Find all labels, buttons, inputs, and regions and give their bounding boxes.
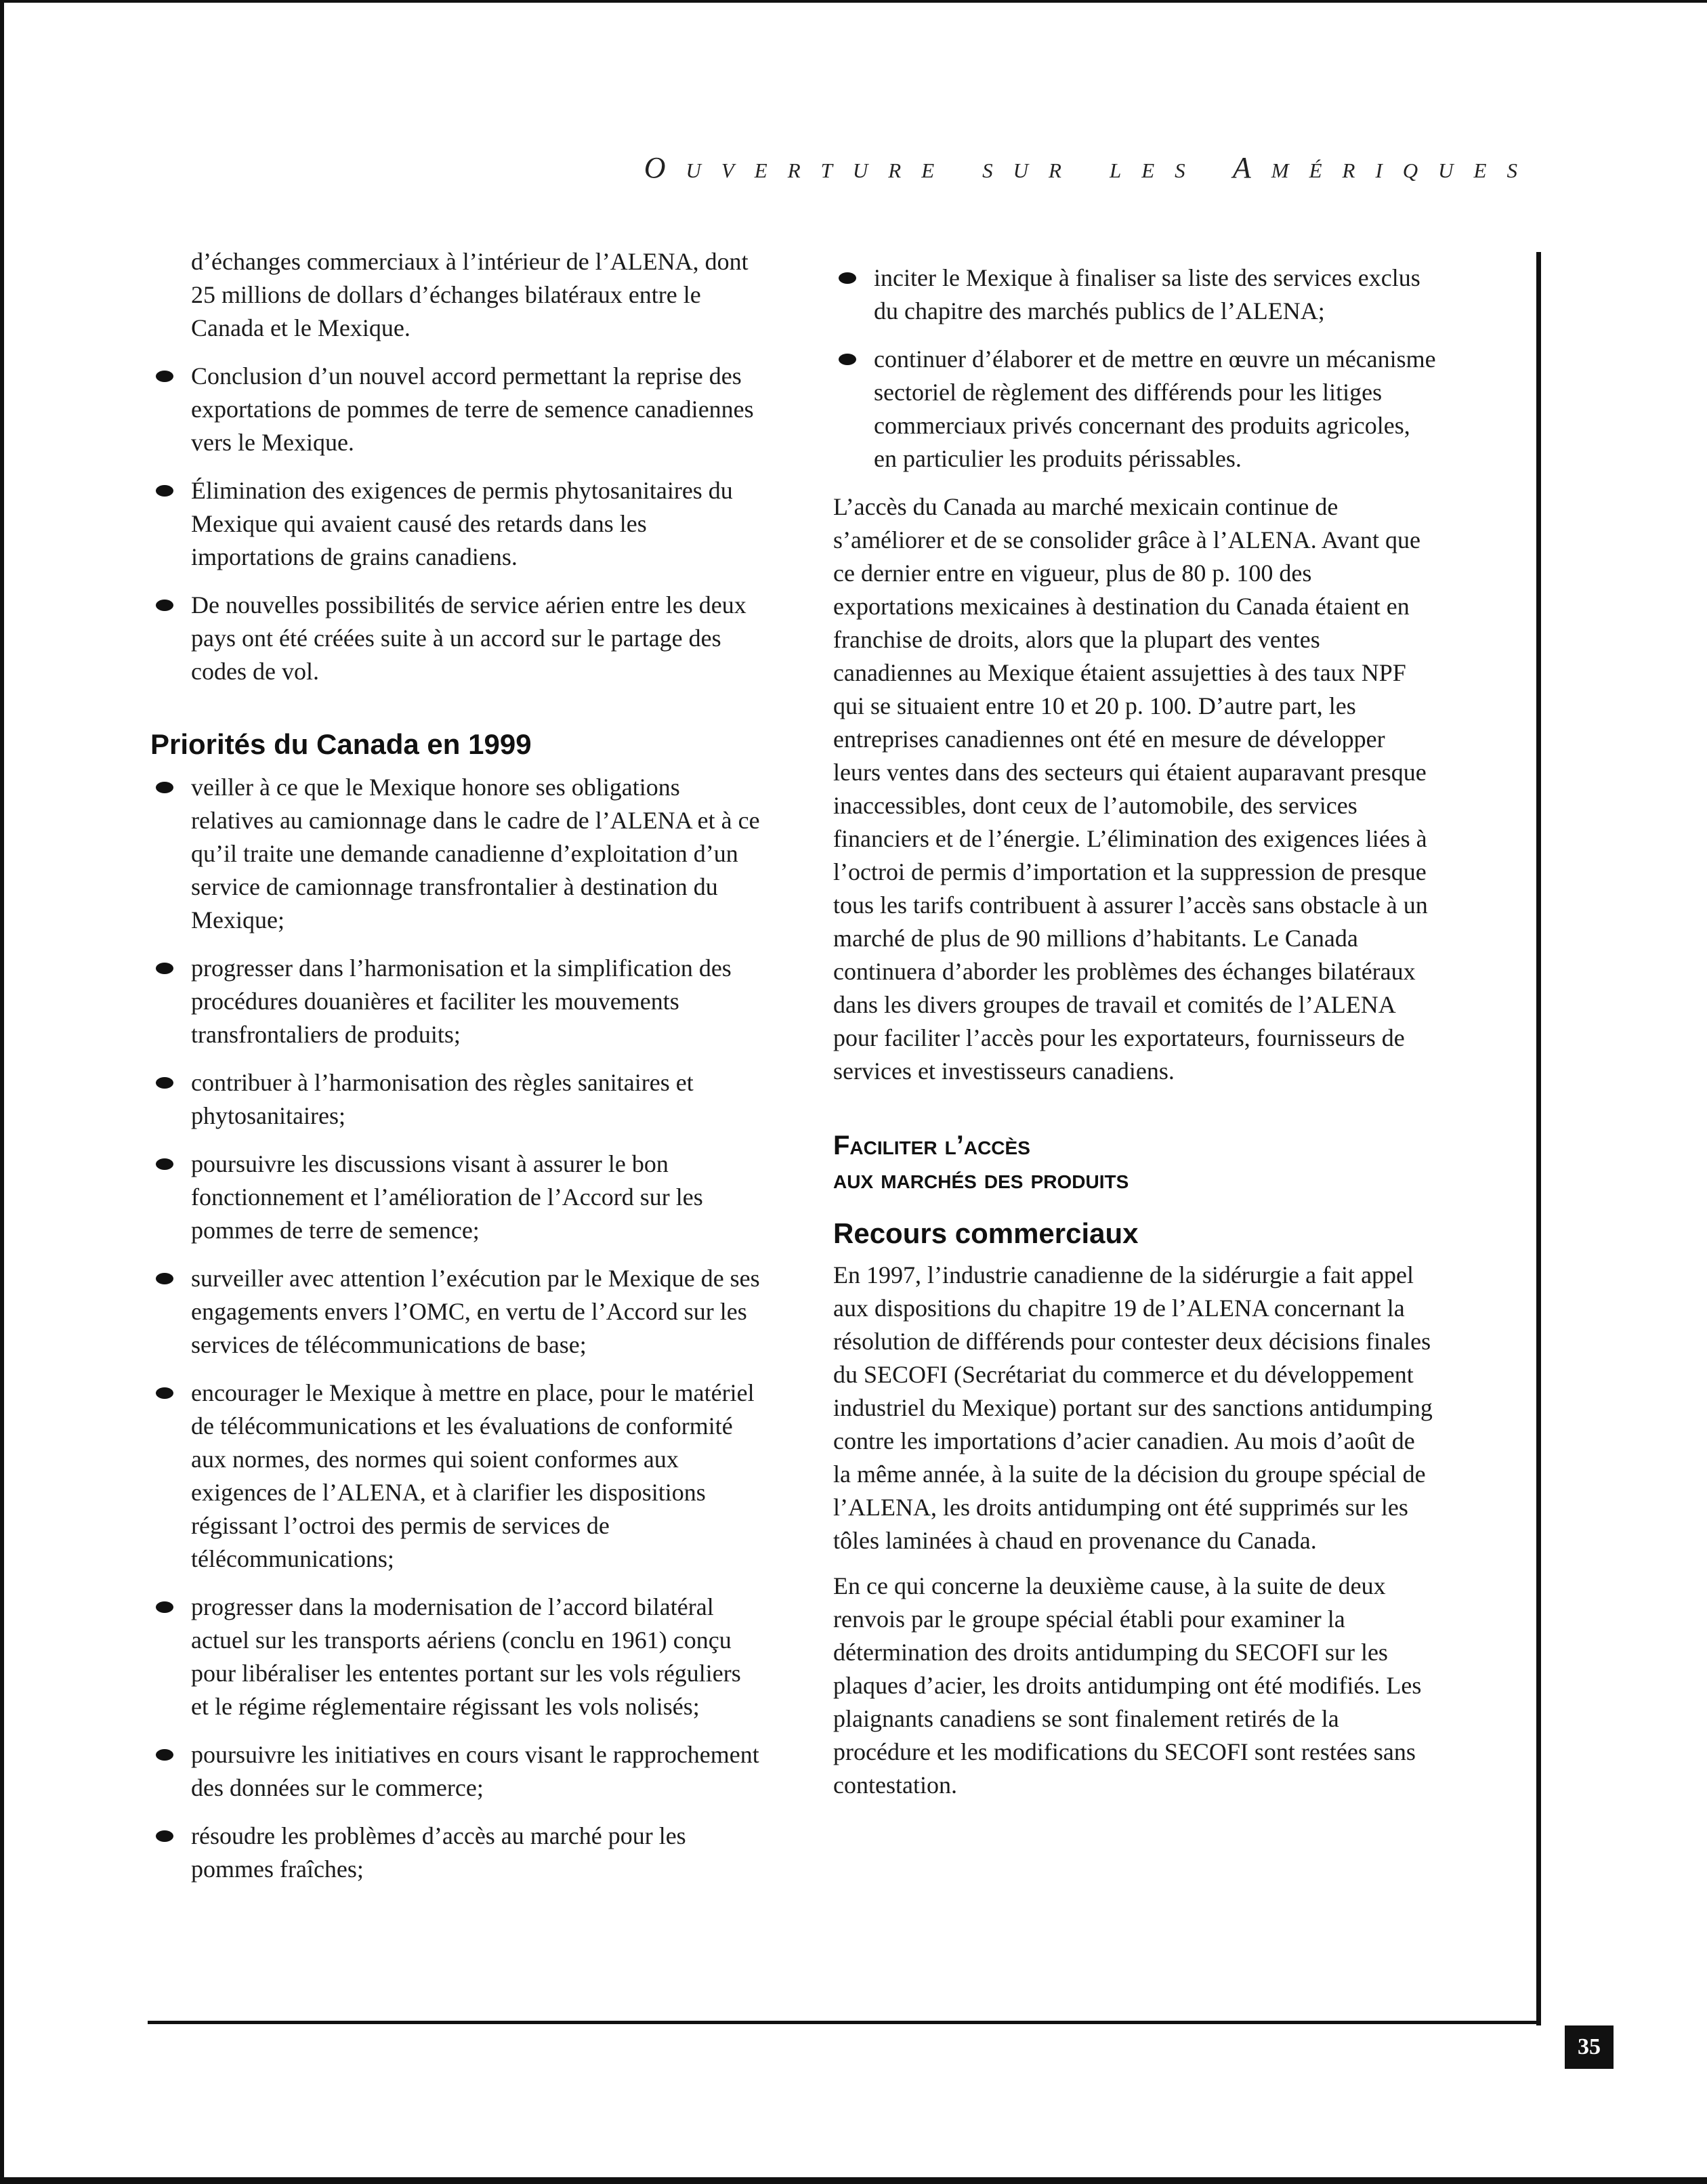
list-item: résoudre les problèmes d’accès au marché pour les pommes fraîches; xyxy=(150,1820,760,1886)
trade-remedies-heading: Recours commerciaux xyxy=(833,1217,1139,1249)
footer-rule xyxy=(148,2021,1541,2024)
section-heading xyxy=(833,1129,1436,1196)
page-number: 35 xyxy=(1565,2025,1614,2069)
scan-border-top xyxy=(0,0,1707,3)
list-item: poursuivre les discussions visant à assurer le bon fonctionnement et l’amélioration de l’Accord sur les pommes de terre de semence; xyxy=(150,1148,760,1247)
left-column xyxy=(150,245,760,1901)
achievements-list xyxy=(150,360,760,688)
list-item: inciter le Mexique à finaliser sa liste des services exclus du chapitre des marchés publics de l’ALENA; xyxy=(833,261,1436,328)
bullet-icon xyxy=(156,1830,173,1842)
bullet-icon xyxy=(156,1387,173,1399)
bullet-icon xyxy=(156,1273,173,1284)
scan-border-left xyxy=(0,0,4,2184)
intro-continuation: d’échanges commerciaux à l’intérieur de l’ALENA, dont 25 millions de dollars d’échanges bilatéraux entre le Canada et le Mexique. xyxy=(191,248,749,341)
section-heading-line2: aux marchés des produits xyxy=(833,1164,1129,1194)
bullet-icon xyxy=(156,963,173,974)
right-column xyxy=(833,261,1436,1814)
list-item: Conclusion d’un nouvel accord permettant la reprise des exportations de pommes de terre de semence canadiennes vers le Mexique. xyxy=(150,360,760,459)
bullet-icon xyxy=(156,371,173,382)
bullet-icon xyxy=(156,600,173,611)
section-heading-line1: Faciliter l’accès xyxy=(833,1131,1030,1160)
trade-remedies-paragraph-1: En 1997, l’industrie canadienne de la sidérurgie a fait appel aux dispositions du chapitre 19 de l’ALENA concernant la résolution de différends pour contester deux décisions finales du SECOFI (Secrétariat du commerce et du développement industriel du Mexique) portant sur des sanctions antidumping contre les importations d’acier canadien. Au mois d’août de la même année, à la suite de la décision du groupe spécial de l’ALENA, les droits antidumping ont été supprimés sur les tôles laminées à chaud en provenance du Canada. xyxy=(833,1261,1433,1554)
bullet-icon xyxy=(156,782,173,793)
bullet-icon xyxy=(156,1077,173,1089)
bullet-icon xyxy=(156,1601,173,1613)
priorities-list-continued xyxy=(833,261,1436,476)
list-item: veiller à ce que le Mexique honore ses obligations relatives au camionnage dans le cadre de l’ALENA et à ce qu’il traite une demande canadienne d’exploitation d’un service de camionnage transfrontalier à destination du Mexique; xyxy=(150,771,760,937)
list-item: contribuer à l’harmonisation des règles sanitaires et phytosanitaires; xyxy=(150,1066,760,1133)
list-item: progresser dans la modernisation de l’accord bilatéral actuel sur les transports aériens (conclu en 1961) conçu pour libéraliser les ententes portant sur les vols réguliers et le régime réglementaire régissant les vols nolisés; xyxy=(150,1591,760,1723)
column-rule-vertical xyxy=(1536,252,1541,2025)
bullet-icon xyxy=(156,485,173,497)
scan-border-bottom xyxy=(0,2177,1707,2184)
priorities-list xyxy=(150,771,760,1886)
list-item: continuer d’élaborer et de mettre en œuvre un mécanisme sectoriel de règlement des différends pour les litiges commerciaux privés concernant des produits agricoles, en particulier les produits périssables. xyxy=(833,343,1436,476)
trade-remedies-paragraph-2: En ce qui concerne la deuxième cause, à la suite de deux renvois par le groupe spécial établi pour examiner la détermination des droits antidumping du SECOFI sur les plaques d’acier, les droits antidumping ont été modifiés. Les plaignants canadiens se sont finalement retirés de la procédure et les modifications du SECOFI sont restées sans contestation. xyxy=(833,1572,1422,1799)
bullet-icon xyxy=(839,354,856,365)
list-item: encourager le Mexique à mettre en place, pour le matériel de télécommunications et les évaluations de conformité aux normes, des normes qui soient conformes aux exigences de l’ALENA, et à clarifier les dispositions régissant l’octroi des permis de services de télécommunications; xyxy=(150,1377,760,1576)
list-item: surveiller avec attention l’exécution par le Mexique de ses engagements envers l’OMC, en vertu de l’Accord sur les services de télécommunications de base; xyxy=(150,1262,760,1362)
running-head: Ouverture sur les Amériques xyxy=(644,151,1538,184)
list-item: progresser dans l’harmonisation et la simplification des procédures douanières et faciliter les mouvements transfrontaliers de produits; xyxy=(150,952,760,1051)
bullet-icon xyxy=(156,1749,173,1761)
market-access-paragraph: L’accès du Canada au marché mexicain continue de s’améliorer et de se consolider grâce à l’ALENA. Avant que ce dernier entre en vigueur, plus de 80 p. 100 des exportations mexicaines à destination du Canada étaient en franchise de droits, alors que la plupart des ventes canadiennes au Mexique étaient assujetties à des taux NPF qui se situaient entre 10 et 20 p. 100. D’autre part, les entreprises canadiennes ont été en mesure de développer leurs ventes dans des secteurs qui étaient auparavant presque inaccessibles, dont ceux de l’automobile, des services financiers et de l’énergie. L’élimination des exigences liées à l’octroi de permis d’importation et la suppression de presque tous les tarifs contribuent à assurer l’accès sans obstacle à un marché de plus de 90 millions d’habitants. Le Canada continuera d’aborder les problèmes des échanges bilatéraux dans les divers groupes de travail et comités de l’ALENA pour faciliter l’accès pour les exportateurs, fournisseurs de services et investisseurs canadiens. xyxy=(833,493,1428,1085)
bullet-icon xyxy=(839,272,856,284)
list-item: poursuivre les initiatives en cours visant le rapprochement des données sur le commerce; xyxy=(150,1738,760,1805)
bullet-icon xyxy=(156,1158,173,1170)
list-item: Élimination des exigences de permis phytosanitaires du Mexique qui avaient causé des retards dans les importations de grains canadiens. xyxy=(150,474,760,574)
priorities-heading: Priorités du Canada en 1999 xyxy=(150,728,532,760)
list-item: De nouvelles possibilités de service aérien entre les deux pays ont été créées suite à un accord sur le partage des codes de vol. xyxy=(150,589,760,688)
